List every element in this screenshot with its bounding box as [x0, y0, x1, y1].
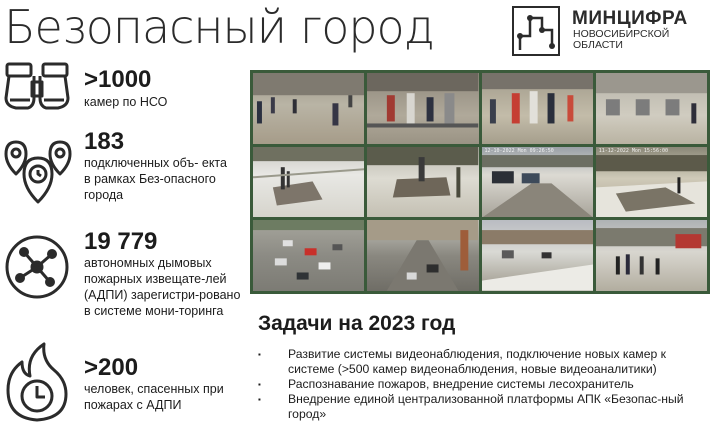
binoculars-icon — [4, 60, 70, 120]
camera-feed — [253, 73, 364, 144]
camera-feed — [596, 220, 707, 291]
logo-name: МИНЦИФРА — [572, 8, 688, 29]
camera-grid — [250, 70, 710, 294]
stat-number-detectors: 19 779 — [84, 228, 158, 255]
camera-feed — [367, 220, 478, 291]
map-pins-icon — [4, 134, 72, 206]
stat-text-detectors: автономных дымовых пожарных извещате-лей (АДПИ) зарегистри-ровано в системе мони-торинга — [84, 256, 241, 318]
camera-feed — [482, 73, 593, 144]
task-item: ▪ Внедрение единой централизованной платформы АПК «Безопас-ный город» — [258, 392, 710, 422]
camera-feed — [482, 220, 593, 291]
stat-text-objects: подключенных объ- екта в рамках Без-опасного города — [84, 156, 227, 202]
camera-feed — [596, 73, 707, 144]
camera-timestamp: 12-10-2022 Mon 09:26:50 — [484, 147, 554, 154]
task-item: ▪ Распознавание пожаров, внедрение системы лесохранитель — [258, 377, 710, 392]
stat-number-saved: >200 — [84, 354, 139, 381]
camera-feed — [253, 147, 364, 218]
camera-feed — [482, 147, 593, 218]
stat-number-objects: 183 — [84, 128, 125, 155]
page-title: Безопасный город — [4, 0, 434, 54]
tasks-list — [258, 347, 710, 422]
fire-clock-icon — [4, 340, 70, 424]
stat-text-cameras: камер по НСО — [84, 95, 168, 109]
logo-region: НОВОСИБИРСКОЙ ОБЛАСТИ — [573, 28, 670, 51]
tasks-title: Задачи на 2023 год — [258, 312, 456, 335]
camera-feed — [367, 147, 478, 218]
ministry-logo-icon — [512, 6, 560, 56]
stat-text-saved: человек, спасенных при пожарах с АДПИ — [84, 382, 224, 412]
camera-feed — [596, 147, 707, 218]
camera-feed — [367, 73, 478, 144]
stat-number-cameras: >1000 — [84, 66, 152, 93]
network-icon — [4, 234, 70, 300]
camera-feed — [253, 220, 364, 291]
camera-timestamp: 11-12-2022 Mon 15:56:00 — [598, 147, 668, 154]
task-item: ▪ Развитие системы видеонаблюдения, подключение новых камер к системе (>500 камер видеонаблюдения, новые видеоаналитики) — [258, 347, 710, 377]
